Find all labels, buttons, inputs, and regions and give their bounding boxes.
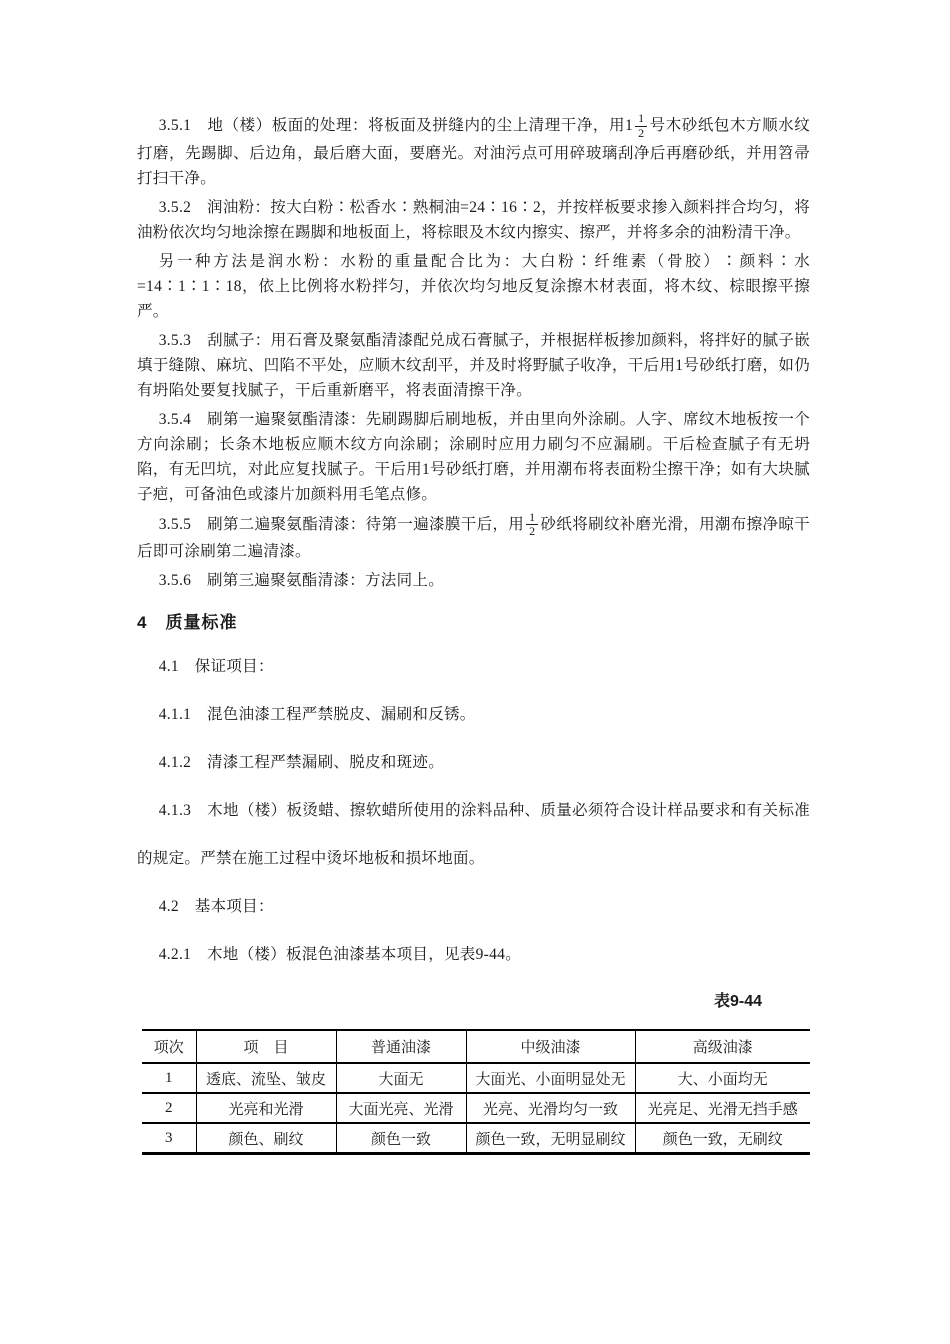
para-3-5-2: 3.5.2 润油粉：按大白粉∶松香水∶熟桐油=24∶16∶2，并按样板要求掺入颜料拌合均匀，将油粉依次均匀地涂擦在踢脚和地板面上，将棕眼及木纹内擦实、擦严，并将多余的油粉清干净。 <box>137 198 810 241</box>
table-header-cell: 项次 <box>142 1030 196 1063</box>
table-cell: 颜色一致，无明显刷纹 <box>466 1123 635 1154</box>
para-3-5-1-pre: 3.5.1 地（楼）板面的处理：将板面及拼缝内的尘上清理干净，用1 <box>158 116 634 134</box>
para-3-5-1-post: 号木砂纸包木方顺水纹打磨，先踢脚、后边角，最后磨大面，要磨光。对油污点可用碎玻璃刮净后再磨砂纸，并用笤帚打扫干净。 <box>137 116 810 187</box>
section-heading-quality-standard: 4 质量标准 <box>137 613 238 633</box>
para-3-5-5-pre: 3.5.5 刷第二遍聚氨酯清漆：待第一遍漆膜干后，用 <box>158 515 525 533</box>
table-row <box>142 1093 810 1123</box>
item-4-1-2: 4.1.2 清漆工程严禁漏刷、脱皮和斑迹。 <box>158 754 444 772</box>
item-4-2-1: 4.2.1 木地（楼）板混色油漆基本项目，见表9-44。 <box>158 946 522 964</box>
item-4-1: 4.1 保证项目： <box>158 658 274 676</box>
table-caption: 表9-44 <box>713 993 762 1011</box>
item-4-1-3: 4.1.3 木地（楼）板烫蜡、擦软蜡所使用的涂料品种、质量必须符合设计样品要求和有关标准的规定。严禁在施工过程中烫坏地板和损坏地面。 <box>137 802 810 868</box>
table-cell: 1 <box>165 1069 173 1086</box>
fraction-one-half <box>526 511 538 540</box>
table-header-cell: 中级油漆 <box>466 1030 635 1063</box>
para-runshuifen: 另一种方法是润水粉：水粉的重量配合比为：大白粉∶纤维素（骨胶）∶颜料∶水=14∶1∶1∶18，依上比例将水粉拌匀，并依次均匀地反复涂擦木材表面，将木纹、棕眼擦平擦严。 <box>137 252 810 320</box>
table-row <box>142 1123 810 1154</box>
fraction-numerator: 1 <box>526 511 538 526</box>
table-cell: 光亮和光滑 <box>196 1093 336 1123</box>
table-cell: 颜色一致 <box>336 1123 466 1154</box>
table-cell: 大面光亮、光滑 <box>336 1093 466 1123</box>
item-4-2: 4.2 基本项目： <box>158 898 274 916</box>
table-row <box>142 1063 810 1093</box>
table-header-cell: 高级油漆 <box>635 1030 810 1063</box>
table-header-cell: 普通油漆 <box>336 1030 466 1063</box>
fraction-numerator: 1 <box>635 112 647 127</box>
para-3-5-3: 3.5.3 刮腻子：用石膏及聚氨酯清漆配兑成石膏腻子，并根据样板掺加颜料，将拌好的腻子嵌填于缝隙、麻坑、凹陷不平处，应顺木纹刮平，并及时将野腻子收净，干后用1号砂纸打磨，如仍有坍陷处要复找腻子，干后重新磨平，将表面清擦干净。 <box>137 331 810 399</box>
table-header-cell: 项 目 <box>196 1030 336 1063</box>
table-cell: 光亮足、光滑无挡手感 <box>635 1093 810 1123</box>
table-cell: 2 <box>142 1093 196 1123</box>
fraction-denominator: 2 <box>529 524 536 539</box>
table-header-row <box>142 1030 810 1063</box>
para-3-5-1 <box>137 112 810 191</box>
para-3-5-4: 3.5.4 刷第一遍聚氨酯清漆：先刷踢脚后刷地板，并由里向外涂刷。人字、席纹木地板按一个方向涂刷；长条木地板应顺木纹方向涂刷；涂刷时应用力刷匀不应漏刷。干后检查腻子有无坍陷，有无凹坑，对此应复找腻子。干后用1号砂纸打磨，并用潮布将表面粉尘擦干净；如有大块腻子疤，可备油色或漆片加颜料用毛笔点修。 <box>137 410 810 503</box>
para-3-5-6: 3.5.6 刷第三遍聚氨酯清漆：方法同上。 <box>158 572 444 590</box>
para-3-5-5-post: 砂纸将刷纹补磨光滑，用潮布擦净晾干后即可涂刷第二遍清漆。 <box>137 515 810 561</box>
table-cell: 颜色、刷纹 <box>196 1123 336 1154</box>
table-cell: 大、小面均无 <box>635 1063 810 1093</box>
table-cell: 光亮、光滑均匀一致 <box>466 1093 635 1123</box>
table-cell: 大面无 <box>336 1063 466 1093</box>
table-cell: 颜色一致，无刷纹 <box>635 1123 810 1154</box>
table-cell: 3 <box>142 1123 196 1154</box>
table-cell: 透底、流坠、皱皮 <box>196 1063 336 1093</box>
fraction-denominator: 2 <box>638 125 645 140</box>
item-4-1-1: 4.1.1 混色油漆工程严禁脱皮、漏刷和反锈。 <box>158 706 476 724</box>
table-cell: 大面光、小面明显处无 <box>466 1063 635 1093</box>
quality-items-block <box>137 643 810 979</box>
quality-table-9-44 <box>142 1029 810 1155</box>
fraction-one-half <box>635 112 647 141</box>
para-3-5-5 <box>137 511 810 565</box>
